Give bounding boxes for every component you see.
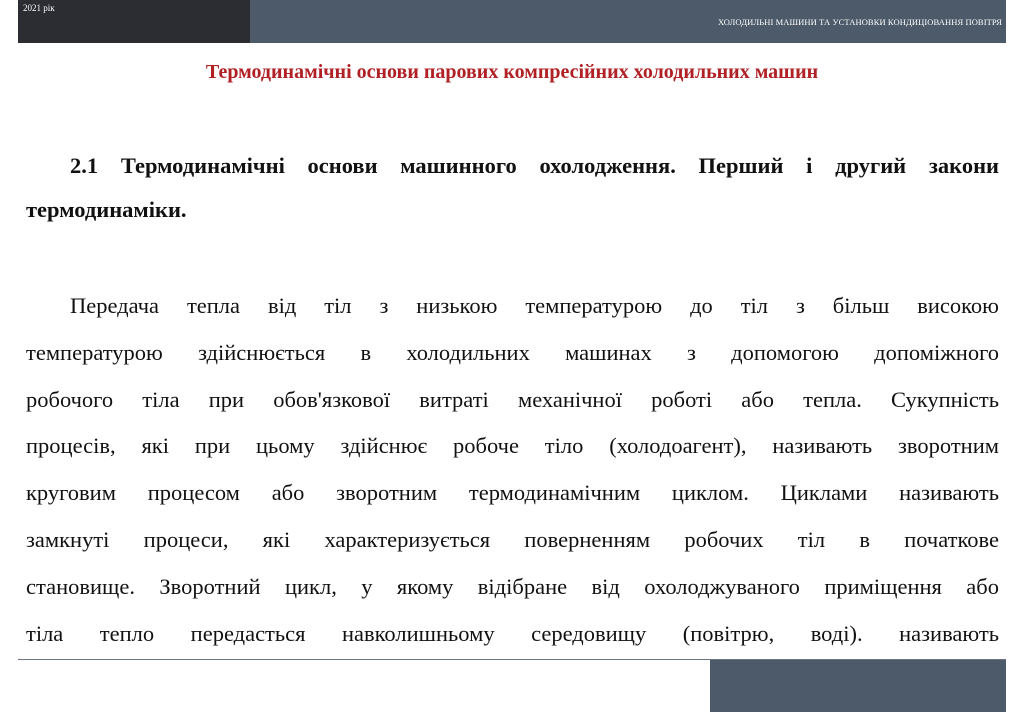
body-line: тіла тепло передасться навколишньому середовищу (повітрю, воді). називають	[26, 620, 999, 646]
body-paragraph	[26, 283, 999, 657]
body-line: Передача тепла від тіл з низькою температурою до тіл з більш високою	[70, 293, 999, 318]
header-left-block	[18, 0, 250, 43]
body-line: робочого тіла при обов'язкової витраті механічної роботі або тепла. Сукупність	[26, 386, 999, 412]
section-heading: 2.1 Термодинамічні основи машинного охолодження. Перший і другий закони термодинаміки.	[26, 153, 999, 222]
body-line: процесів, які при цьому здійснює робоче тіло (холодоагент), називають зворотним	[26, 433, 999, 459]
header-right-band	[250, 0, 1006, 43]
body-line: становище. Зворотний цикл, у якому відібране від охолоджуваного приміщення або	[26, 573, 999, 599]
body-line: температурою здійснюється в холодильних машинах з допомогою допоміжного	[26, 339, 999, 365]
header-year: 2021 рік	[23, 3, 55, 13]
page-title: Термодинамічні основи парових компресійних холодильних машин	[205, 61, 819, 83]
body-line: круговим процесом або зворотним термодинамічним циклом. Циклами називають	[26, 480, 999, 506]
body-line: замкнуті процеси, які характеризується поверненням робочих тіл в початкове	[26, 526, 999, 552]
footer-block	[710, 660, 1006, 712]
header-course-title: ХОЛОДИЛЬНІ МАШИНИ ТА УСТАНОВКИ КОНДИЦІОВАННЯ ПОВІТРЯ	[717, 17, 1002, 27]
